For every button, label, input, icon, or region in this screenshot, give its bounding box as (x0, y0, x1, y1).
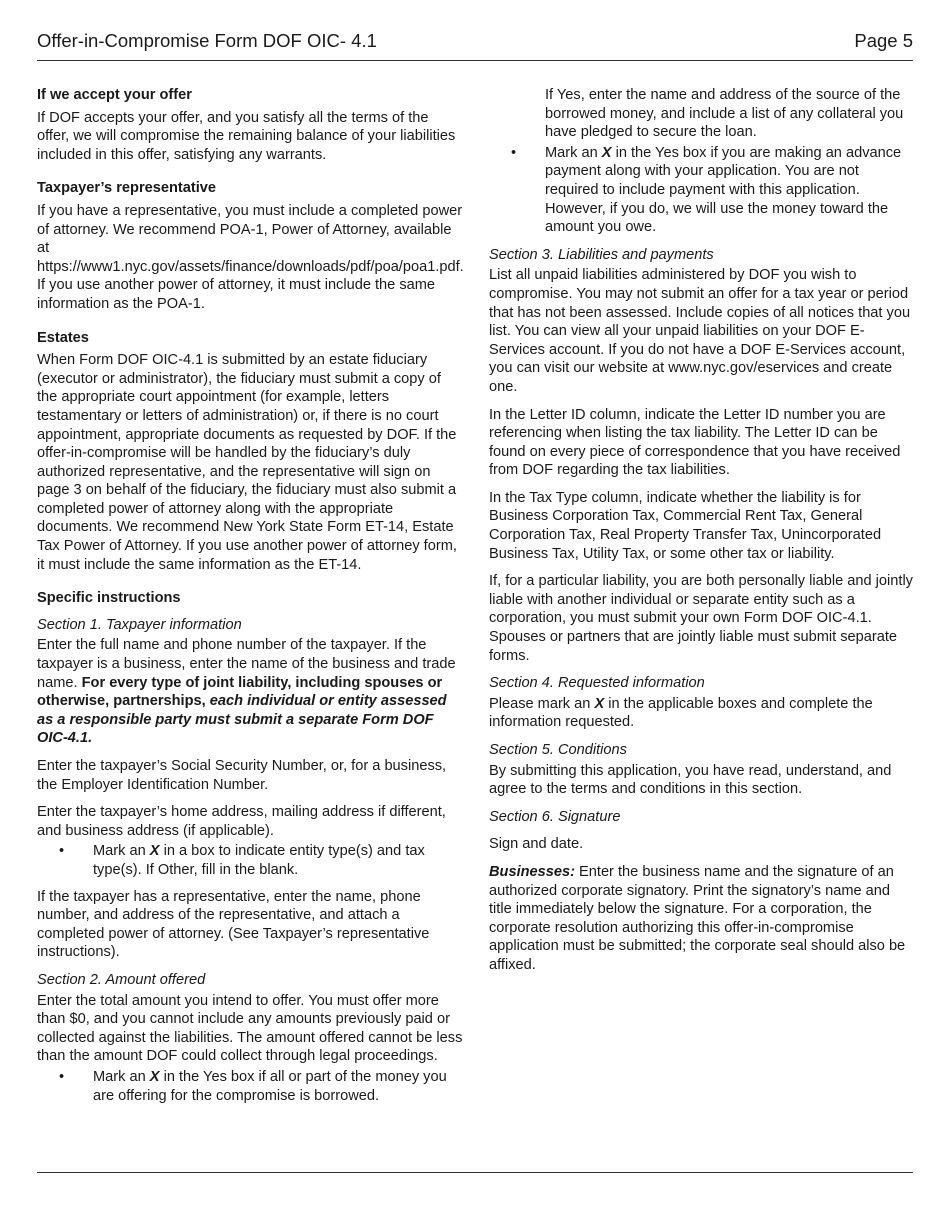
estates-text: When Form DOF OIC-4.1 is submitted by an estate fiduciary (executor or administrator), the fiduciary must submit a copy of the appropriate court appointment (for example, letters testamentary or letters of administration) or, if there is no court appointment, appropriate documents as requested by DOF. If the offer-in-compromise will be handled by the fiduciary’s duly authorized representative, and the representative will sign on page 3 on behalf of the fiduciary, the fiduciary must also submit a completed power of attorney along with the appropriate documents. We recommend New York State Form ET-14, Estate Tax Power of Attorney. If you use another power of attorney form, it must include the same information as the ET-14. (37, 352, 457, 573)
section-1-intro-bold: For every type of joint liability, including spouses or otherwise, partnerships, (37, 674, 443, 710)
businesses-label: Businesses: (489, 863, 575, 880)
page-number: Page 5 (854, 30, 913, 51)
estates-section (37, 329, 463, 575)
bullet-text: in the Yes box if you are making an advance payment along with your application. You are not required to include payment with this application. However, if you do, we will use the money toward the amount you owe. (545, 144, 902, 236)
section-1-bullets (37, 842, 463, 879)
section-1-representative: If the taxpayer has a representative, enter the name, phone number, and address of the representative, and attach a completed power of attorney. (See Taxpayer’s representative instructions). (37, 888, 430, 961)
bullet-text: Mark an (93, 1068, 150, 1085)
section-4-text (489, 695, 913, 732)
bullet-icon: • (59, 1068, 65, 1085)
accept-offer-section (37, 86, 463, 164)
left-column (37, 86, 463, 1114)
accept-offer-text: If DOF accepts your offer, and you satisfy all the terms of the offer, we will compromise the remaining balance of your liabilities included in this offer, satisfying any warrants. (37, 109, 456, 163)
representative-heading: Taxpayer’s representative (37, 180, 217, 197)
section-1-intro-plain: Enter the full name and phone number of the taxpayer. If the taxpayer is a business, enter the name of the business and trade name. (37, 637, 456, 691)
bullet-text: Mark an (93, 843, 150, 860)
section-1-heading: Section 1. Taxpayer information (37, 616, 242, 633)
bullet-text: in a box to indicate entity type(s) and tax type(s). If Other, fill in the blank. (93, 843, 425, 878)
footer-divider (37, 1172, 913, 1173)
mark-x: X (149, 1068, 160, 1085)
section-5-text: By submitting this application, you have read, understand, and agree to the terms and conditions in this section. (489, 762, 892, 798)
section-2 (37, 971, 463, 1105)
accept-offer-heading: If we accept your offer (37, 87, 192, 103)
section-4-heading: Section 4. Requested information (489, 675, 705, 692)
section-5 (489, 741, 913, 799)
section-3 (489, 246, 913, 665)
estates-heading: Estates (37, 329, 89, 346)
representative-text: If you have a representative, you must include a completed power of attorney. We recommend POA-1, Power of Attorney, available at https://www1.nyc.gov/assets/finance/downloads/pdf/poa/poa1.pdf. If you use another power of attorney, it must include the same information as the POA-1. (37, 202, 464, 312)
mark-x: X (594, 695, 605, 712)
right-column (489, 86, 913, 984)
bullet-icon: • (59, 843, 65, 860)
section-4-text-pre: Please mark an (489, 695, 595, 712)
section-3-paragraph: List all unpaid liabilities administered by DOF you wish to compromise. You may not submit an offer for a tax year or period that has not been assessed. Include copies of all notices that you list. You can view all your unpaid liabilities on your DOF E-Services account. If you do not have a DOF E-Services account, you can visit our website at www.nyc.gov/eservices and create one. (489, 267, 911, 395)
section-2-bullets-continued (489, 144, 913, 237)
list-item (37, 1068, 463, 1105)
section-1 (37, 616, 463, 962)
bullet-text: in the Yes box if all or part of the money you are offering for the compromise is borrowed. (93, 1068, 447, 1104)
section-2-heading: Section 2. Amount offered (37, 971, 206, 988)
section-6-businesses (489, 863, 913, 975)
section-2-text: Enter the total amount you intend to offer. You must offer more than $0, and you cannot include any amounts previously paid or collected against the liabilities. The amount offered cannot be less than the amount DOF could collect through legal proceedings. (37, 992, 463, 1065)
bullet-icon: • (511, 144, 517, 161)
form-title: Offer-in-Compromise Form DOF OIC- 4.1 (37, 30, 377, 51)
section-6-heading: Section 6. Signature (489, 808, 621, 825)
businesses-text: Enter the business name and the signature of an authorized corporate signatory. Print the signatory’s name and title immediately below the signature. For a corporation, the corporate resolution authorizing this offer-in-compromise application must be submitted; the corporate seal should also be affixed. (489, 863, 906, 973)
list-item (37, 842, 463, 879)
section-1-ssn: Enter the taxpayer’s Social Security Number, or, for a business, the Employer Identification Number. (37, 758, 447, 793)
section-1-address: Enter the taxpayer’s home address, mailing address if different, and business address (if applicable). (37, 804, 446, 839)
representative-section (37, 179, 463, 313)
section-1-intro (37, 636, 463, 748)
section-3-paragraph: In the Tax Type column, indicate whether the liability is for Business Corporation Tax, Commercial Rent Tax, General Corporation Tax, Real Property Transfer Tax, Unincorporated Business Tax, Utility Tax, or some other tax or liability. (489, 489, 882, 562)
page-header (37, 30, 913, 61)
section-4-text-post: in the applicable boxes and complete the information requested. (489, 695, 873, 731)
section-6-sign: Sign and date. (489, 836, 584, 853)
section-5-heading: Section 5. Conditions (489, 742, 627, 758)
section-3-paragraph: If, for a particular liability, you are both personally liable and jointly liable with another individual or separate entity such as a corporation, you must submit your own Form DOF OIC-4.1. Spouses or partners that are jointly liable must submit separate forms. (489, 573, 913, 664)
bullet-text: Mark an (545, 144, 602, 161)
section-3-paragraph: In the Letter ID column, indicate the Letter ID number you are referencing when listing the tax liability. The Letter ID can be found on every piece of correspondence that you have received from DOF regarding the tax liabilities. (489, 406, 901, 479)
list-item (489, 144, 913, 237)
section-1-intro-bold-italic: each individual or entity assessed as a responsible party must submit a separate Form DOF OIC-4.1. (37, 693, 447, 747)
specific-instructions-heading: Specific instructions (37, 590, 181, 607)
section-6 (489, 808, 913, 975)
section-3-heading: Section 3. Liabilities and payments (489, 246, 714, 263)
mark-x: X (149, 843, 160, 860)
section-2-bullets (37, 1068, 463, 1105)
section-2-continued: If Yes, enter the name and address of the source of the borrowed money, and include a list of any collateral you have pledged to secure the loan. (545, 87, 904, 141)
section-4 (489, 674, 913, 732)
mark-x: X (601, 144, 612, 161)
